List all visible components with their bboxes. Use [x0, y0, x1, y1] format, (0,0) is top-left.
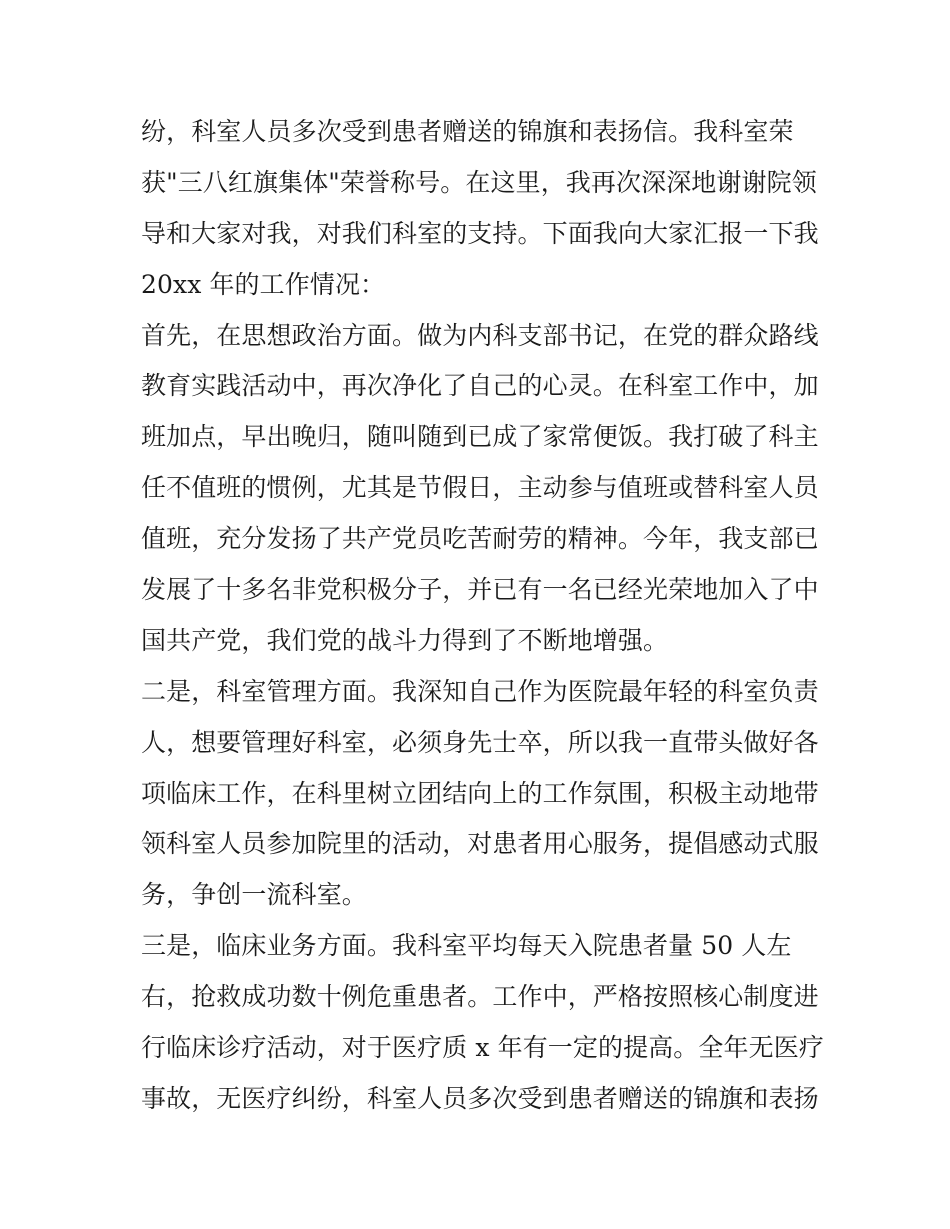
text-line-10: 发展了十多名非党积极分子，并已有一名已经光荣地加入了中: [141, 575, 819, 605]
text-line-7: 班加点，早出晚归，随叫随到已成了家常便饭。我打破了科主: [141, 422, 819, 452]
text-line-18: 右，抢救成功数十例危重患者。工作中，严格按照核心制度进: [141, 982, 819, 1012]
text-line-1: 纷，科室人员多次受到患者赠送的锦旗和表扬信。我科室荣: [141, 117, 794, 146]
text-line-19: 行临床诊疗活动，对于医疗质 x 年有一定的提高。全年无医疗: [141, 1033, 824, 1063]
text-line-16: 务，争创一流科室。: [141, 880, 367, 910]
text-line-9: 值班，充分发扬了共产党员吃苦耐劳的精神。今年，我支部已: [141, 524, 819, 554]
text-line-6: 教育实践活动中，再次净化了自己的心灵。在科室工作中，加: [141, 371, 819, 401]
text-line-12: 二是，科室管理方面。我深知自己作为医院最年轻的科室负责: [141, 676, 819, 706]
text-line-11: 国共产党，我们党的战斗力得到了不断地增强。: [141, 625, 669, 655]
text-line-8: 任不值班的惯例，尤其是节假日，主动参与值班或替科室人员: [141, 473, 819, 503]
text-line-15: 领科室人员参加院里的活动，对患者用心服务，提倡感动式服: [141, 829, 819, 859]
text-line-20: 事故，无医疗纠纷，科室人员多次受到患者赠送的锦旗和表扬: [141, 1083, 819, 1113]
text-line-17: 三是，临床业务方面。我科室平均每天入院患者量 50 人左: [141, 931, 792, 961]
text-line-4: 20xx 年的工作情况：: [141, 269, 386, 299]
document-body: [141, 107, 824, 1125]
text-line-2: 获"三八红旗集体"荣誉称号。在这里，我再次深深地谢谢院领: [141, 167, 817, 197]
text-line-14: 项临床工作，在科里树立团结向上的工作氛围，积极主动地带: [141, 778, 819, 808]
text-line-5: 首先，在思想政治方面。做为内科支部书记，在党的群众路线: [141, 320, 819, 350]
text-line-3: 导和大家对我，对我们科室的支持。下面我向大家汇报一下我: [141, 218, 819, 248]
text-line-13: 人，想要管理好科室，必须身先士卒，所以我一直带头做好各: [141, 727, 819, 757]
